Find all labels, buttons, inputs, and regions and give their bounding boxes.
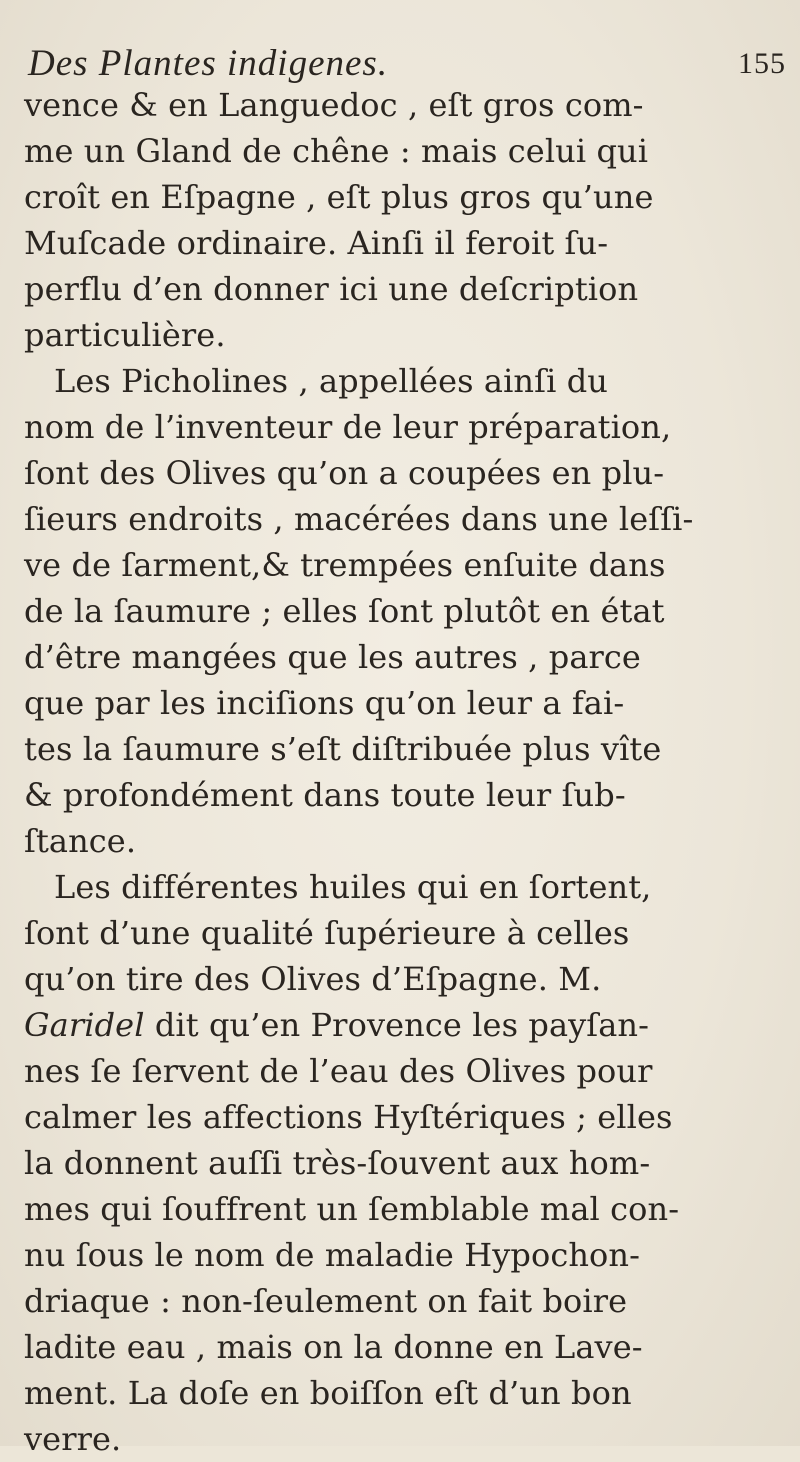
text-line: me un Gland de chêne : mais celui qui: [24, 132, 649, 170]
text-line: de la ſaumure ; elles ſont plutôt en état: [24, 592, 665, 630]
text-line-with-name: [24, 1002, 800, 1048]
text-line: qu’on tire des Olives d’Eſpagne. M.: [24, 960, 602, 998]
running-title: Des Plantes indigenes.: [28, 43, 389, 84]
text-line: ſtance.: [24, 822, 137, 860]
text-line: croît en Eſpagne , eſt plus gros qu’une: [24, 178, 654, 216]
text-line: ſieurs endroits , macérées dans une leſſi-: [24, 500, 694, 538]
text-line: ſont d’une qualité ſupérieure à celles: [24, 914, 630, 952]
text-line: vence & en Languedoc , eſt gros com-: [24, 86, 644, 124]
text-line: nom de l’inventeur de leur préparation,: [24, 408, 672, 446]
text-line: d’être mangées que les autres , parce: [24, 638, 641, 676]
paragraph-start-line: Les différentes huiles qui en ſortent,: [54, 868, 652, 906]
body-text: [24, 82, 800, 1462]
text-line: driaque : non-ſeulement on fait boire: [24, 1282, 628, 1320]
text-line: la donnent auſſi très-ſouvent aux hom-: [24, 1144, 651, 1182]
running-header: [28, 40, 798, 88]
text-line-rest: dit qu’en Provence les payſan-: [154, 1006, 650, 1044]
text-line: particulière.: [24, 316, 226, 354]
text-line: ladite eau , mais on la donne en Lave-: [24, 1328, 643, 1366]
text-line: nu ſous le nom de maladie Hypochon-: [24, 1236, 641, 1274]
text-line: tes la ſaumure s’eſt diſtribuée plus vîte: [24, 730, 662, 768]
text-line: mes qui ſouffrent un ſemblable mal con-: [24, 1190, 680, 1228]
text-line: Muſcade ordinaire. Ainſi il feroit ſu-: [24, 224, 609, 262]
author-name-garidel: Garidel: [24, 1006, 145, 1044]
text-line: perflu d’en donner ici une deſcription: [24, 270, 639, 308]
text-line: ve de ſarment,& trempées enſuite dans: [24, 546, 666, 584]
page-number: 155: [738, 47, 786, 80]
text-line: calmer les affections Hyſtériques ; elles: [24, 1098, 673, 1136]
text-line: ſont des Olives qu’on a coupées en plu-: [24, 454, 665, 492]
text-line: nes ſe ſervent de l’eau des Olives pour: [24, 1052, 653, 1090]
paragraph-start-line: Les Picholines , appellées ainſi du: [54, 362, 608, 400]
text-line: & profondément dans toute leur ſub-: [24, 776, 626, 814]
text-line: que par les inciſions qu’on leur a fai-: [24, 684, 625, 722]
text-line: verre.: [24, 1420, 122, 1458]
text-line: ment. La doſe en boiſſon eſt d’un bon: [24, 1374, 632, 1412]
